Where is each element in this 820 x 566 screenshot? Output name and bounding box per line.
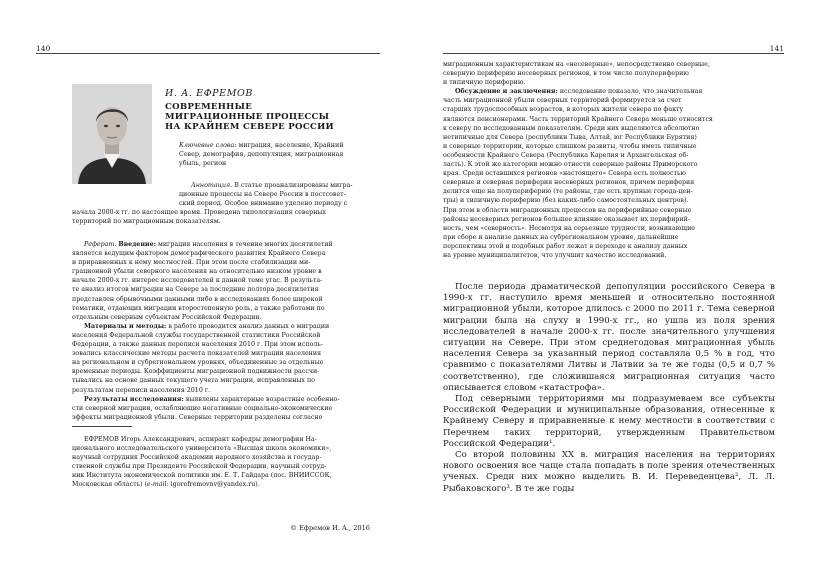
abstract-continued: [443, 60, 775, 260]
discussion-line: края. Среди оставшихся регионов «настоящего» Севера есть полностью: [443, 170, 686, 178]
results-label: Результаты исследования:: [84, 395, 184, 403]
results-line: сти северной миграции, ослабляющие негативные социально-экономические: [72, 404, 333, 412]
discussion-line: перспективы этой и подобных работ лежат в переходе к анализу данных: [443, 242, 688, 250]
footnote-separator: [72, 426, 132, 427]
keywords-line: Север, демография, депопуляция, миграционная: [179, 151, 344, 159]
intro-line: грационной убыли северного населения на относительно низком уровне в: [72, 268, 322, 276]
annotation-line: ский период. Особое внимание уделено периоду с: [179, 200, 348, 208]
title-line: НА КРАЙНЕМ СЕВЕРЕ РОССИИ: [165, 122, 334, 132]
author-info-line: ционального исследовательского университета «Высшая школа экономики»,: [72, 445, 332, 453]
annotation-continued: [72, 208, 368, 226]
methods-line: на региональном и субрегиональном уровнях, объединенные за отдельные: [72, 359, 324, 367]
intro-line: миграция населения в течение многих десятилетий: [157, 241, 333, 248]
discussion-line: делится еще на полупериферию (те районы, где есть крупные города-цен-: [443, 188, 693, 196]
methods-line: временные периоды. Коэффициенты миграционной подвижности рассчи-: [72, 368, 320, 376]
discussion-label: Обсуждение и заключения:: [455, 88, 558, 96]
discussion-line: старших трудоспособных возрастов, в которых жители севера по факту: [443, 106, 684, 114]
discussion-line: тры) и типичную периферию (без каких-либо самостоятельных центров).: [443, 197, 689, 205]
intro-line: является ведущим фактором демографического развития Крайнего Севера: [72, 250, 326, 258]
top-line: миграционным характеристикам на «несеверные», непосредственно северные,: [443, 61, 710, 68]
discussion-line: особенности Крайнего Севера (Республика Карелия и Архангельская об-: [443, 151, 689, 159]
intro-line: представлен обрывочными данными либо в исследованиях более широкой: [72, 295, 323, 303]
title-line: МИГРАЦИОННЫЕ ПРОЦЕССЫ: [165, 112, 330, 122]
discussion-line: северные и северная периферия несеверных регионов, причем периферия: [443, 179, 695, 187]
discussion-line: при сборе и анализе данных на субрегиональном уровне, дальнейшие: [443, 233, 679, 241]
methods-line: Федерации, а также данных переписи населения 2010 г. При этом исполь-: [72, 341, 323, 349]
author-photo: [72, 84, 152, 184]
results-line: эффекты миграционной убыли. Северные территории разделены согласно: [72, 413, 323, 421]
methods-line: тывались на основе данных текущего учета миграции, исправленных по: [72, 377, 315, 385]
annotation-line: ционные процессы на Севере России в постсовет-: [179, 191, 346, 199]
discussion-line: и северные территории, которые слишком развиты, чтобы иметь типичные: [443, 142, 697, 150]
body-paragraph: Под северными территориями мы подразумеваем все субъекты Российской Федерации и муниципальные образования, отнесенные к Крайнему Северу и приравненные к нему местности в соответствии с Перечнем таких территорий, утвержденным Правительством Российской Федерации¹.: [443, 394, 775, 449]
copyright-line: © Ефремов И. А., 2016: [290, 524, 370, 532]
discussion-line: на уровне муниципалитетов, что улучшит качество исследований.: [443, 251, 667, 259]
page-number-left: 140: [36, 44, 51, 53]
header-rule-left: [36, 53, 380, 54]
body-paragraph: Со второй половины XX в. миграция населения на территориях нового освоения все чаще стала попадать в поле зрения отечественных ученых. Среди них можно выделить В. И. Переведенцева², Л. Л. Рыбаковского³. В те же годы: [443, 450, 775, 494]
discussion-line: нетипичные для Севера (республики Тыва, Алтай, юг Республики Бурятия): [443, 133, 697, 141]
discussion-line: При этом в области миграционных процессов на периферийные северные: [443, 206, 692, 214]
methods-line: в работе проводится анализ данных о миграции: [168, 322, 330, 330]
body-paragraph: После периода драматической депопуляции российского Севера в 1990-х гг. наступило время меньшей и относительно постоянной миграционной убыли, которое длилось с 2000 по 2011 г. Тема северной миграции была на слуху в 1990-х гг., но ушла из поля зрения исследователей в начале 2000-х гг. после значительного улучшения ситуации на Севере. При этом среднегодовая миграционная убыль населения Севера за указанный период составляла 0,5 % в год, что сравнимо с показателями Литвы и Латвии за те же годы (0,5 и 0,7 % соответственно), где сложившаяся миграционная ситуация часто описывается словом «катастрофа».: [443, 282, 775, 393]
methods-line: населения Федеральной службы государственной статистики Российской: [72, 331, 321, 339]
keywords-line: убыль, регион: [179, 160, 227, 168]
discussion-line: ность, чем «северность». Несмотря на серьезные трудности, возникающие: [443, 224, 696, 232]
page-number-right: 141: [769, 44, 784, 53]
annotation-line: начала 2000-х гг. по настоящее время. Проведена типологизация северных: [72, 209, 326, 216]
discussion-line: часть миграционной убыли северных территорий формируется за счет: [443, 97, 682, 105]
annotation-line: территорий по миграционным показателям.: [72, 218, 221, 226]
intro-label: Введение:: [118, 241, 156, 248]
results-line: выявлены характерные возрастные особенно-: [185, 395, 340, 403]
author-info-line: научный сотрудник Российской академии народного хозяйства и государ-: [72, 454, 322, 462]
intro-line: отдельным северным субъектам Российской Федерации.: [72, 313, 262, 321]
discussion-line: к северу по исследованным показателям. Среди них выделяются абсолютно: [443, 124, 700, 132]
keywords-block: [179, 141, 368, 168]
author-info: [72, 435, 368, 490]
annotation-block: [179, 181, 368, 208]
article-body: [443, 282, 775, 495]
top-line: и типичную периферию.: [443, 79, 526, 87]
abstract-label: Реферат.: [84, 241, 117, 248]
discussion-line: районы несеверных регионов большее влияние оказывает их перифирий-: [443, 215, 690, 223]
annotation-label: Аннотация.: [191, 182, 233, 189]
methods-label: Материалы и методы:: [84, 322, 167, 330]
author-info-line: Московская область) (e-mail: igorefremovnv@yandex.ru).: [72, 481, 260, 489]
intro-line: те анализ итогов миграции на Севере за последние полтора десятилетия: [72, 286, 319, 294]
methods-line: результатам переписи населения 2010 г.: [72, 386, 211, 394]
author-info-line: ЕФРЕМОВ Игорь Александрович, аспирант кафедры демографии На-: [84, 436, 317, 443]
title-line: СОВРЕМЕННЫЕ: [165, 102, 253, 112]
intro-line: тематики, отдающих миграции второстепенную роль, а также работами по: [72, 304, 325, 312]
intro-line: начале 2000-х гг. интерес исследователей к данной теме угас. В результа-: [72, 277, 323, 285]
methods-line: зовались классические методы расчета показателей миграции населения: [72, 350, 322, 358]
author-info-line: ственной службы при Президенте Российской Федерации, научный сотруд-: [72, 463, 327, 471]
article-title: [165, 102, 365, 132]
discussion-line: исследование показало, что значительная: [559, 88, 703, 96]
discussion-line: являются пенсионерами. Часть территорий Крайнего Севера меньше относится: [443, 115, 713, 123]
intro-line: и приравненных к нему местностей. При этом после стабилизации ми-: [72, 259, 311, 267]
email-label: e-mail:: [146, 481, 169, 489]
abstract-block: [72, 240, 368, 422]
top-line: северную периферию несеверных регионов, в том числе полупериферию: [443, 70, 689, 78]
header-rule-right: [443, 53, 784, 54]
author-heading: И. А. ЕФРЕМОВ: [165, 88, 254, 99]
author-info-line: ник Института экономической политики им. Е. Т. Гайдара (пос. ВНИИССОК,: [72, 472, 332, 480]
annotation-line: В статье проанализированы мигра-: [234, 182, 353, 189]
discussion-line: ласть). К этой же категории можно отнести северные районы Приморского: [443, 161, 698, 169]
keywords-line: миграция, население, Крайний: [238, 142, 344, 149]
keywords-label: Ключевые слова:: [179, 142, 237, 149]
